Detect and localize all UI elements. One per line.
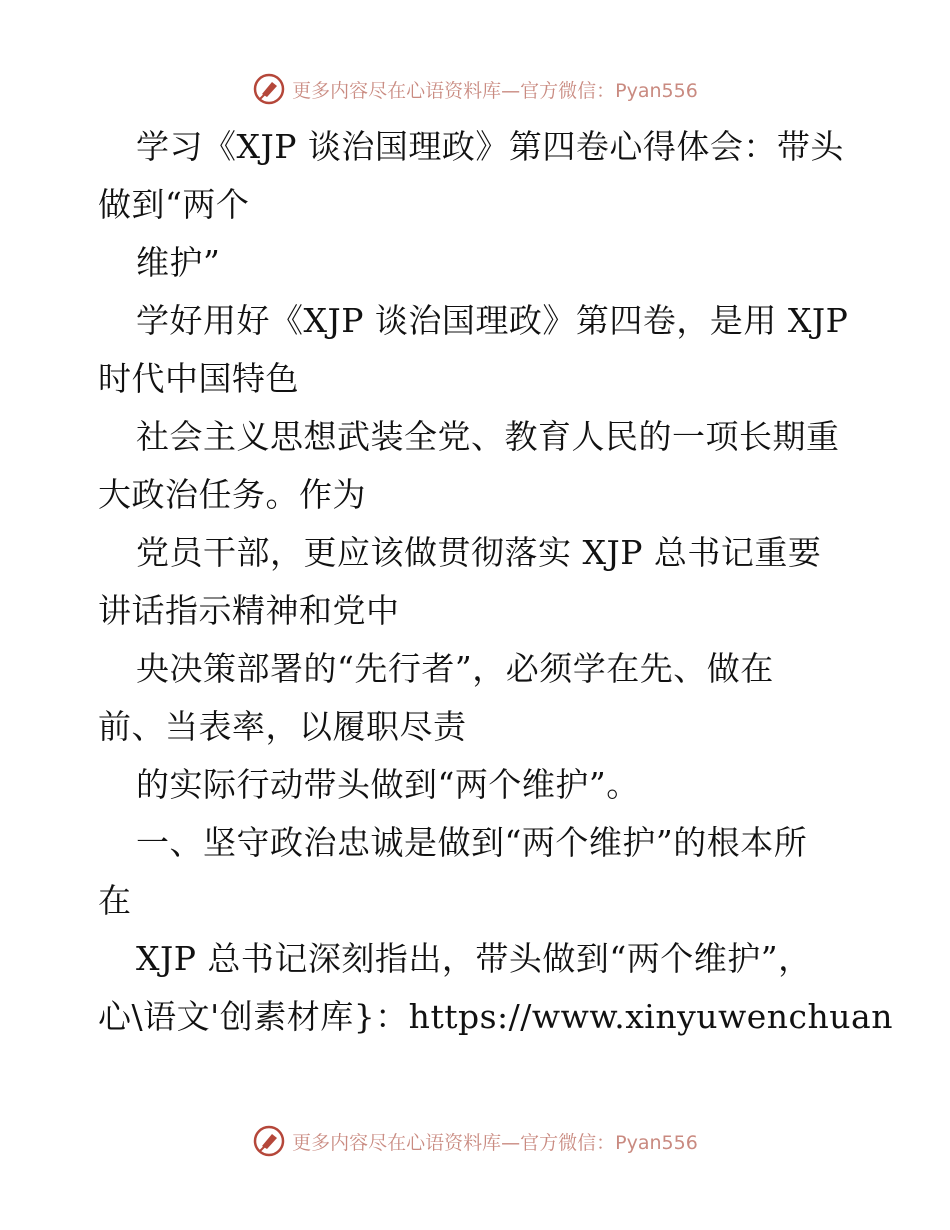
- paragraph-line: 维护”: [136, 243, 221, 282]
- paragraph-line: 党员干部，更应该做贯彻落实 XJP 总书记重要: [136, 533, 822, 572]
- document-body: [98, 118, 893, 1046]
- paragraph-line: 做到“两个: [98, 185, 250, 224]
- paragraph-line: 大政治任务。作为: [98, 475, 366, 514]
- brand-logo-icon: [252, 72, 286, 106]
- paragraph-line: 的实际行动带头做到“两个维护”。: [136, 765, 640, 804]
- paragraph-line: XJP 总书记深刻指出，带头做到“两个维护”，: [136, 939, 812, 978]
- paragraph-line: 时代中国特色: [98, 359, 299, 398]
- paragraph-line: 心\语文'创素材库}：https://www.xinyuwenchuan: [98, 997, 893, 1036]
- section-heading-line: 一、坚守政治忠诚是做到“两个维护”的根本所: [136, 823, 808, 862]
- paragraph-line: 社会主义思想武装全党、教育人民的一项长期重: [136, 417, 840, 456]
- paragraph-line: 学习《XJP 谈治国理政》第四卷心得体会：带头: [136, 127, 844, 166]
- paragraph-line: 前、当表率，以履职尽责: [98, 707, 467, 746]
- brand-logo-icon: [252, 1124, 286, 1158]
- footer-watermark: [0, 1124, 950, 1158]
- header-banner-text: 更多内容尽在心语资料库—官方微信：Pyan556: [292, 79, 698, 102]
- header-watermark: [0, 72, 950, 106]
- paragraph-line: 央决策部署的“先行者”，必须学在先、做在: [136, 649, 774, 688]
- section-heading-line: 在: [98, 881, 132, 920]
- paragraph-line: 学好用好《XJP 谈治国理政》第四卷，是用 XJP: [136, 301, 849, 340]
- footer-banner-text: 更多内容尽在心语资料库—官方微信：Pyan556: [292, 1131, 698, 1154]
- paragraph-line: 讲话指示精神和党中: [98, 591, 400, 630]
